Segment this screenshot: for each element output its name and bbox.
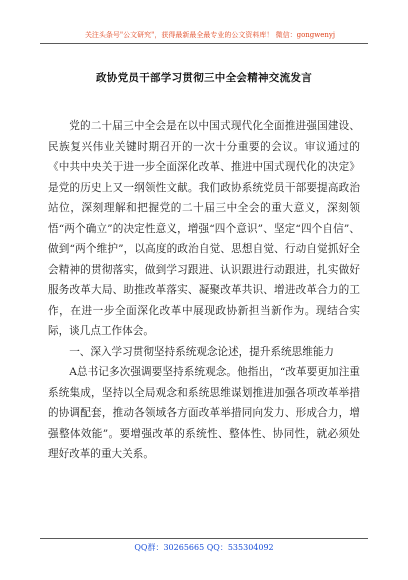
page-footer: QQ群：30265665 QQ：535304092 (134, 543, 274, 552)
document-title: 政协党员干部学习贯彻三中全会精神交流发言 (96, 72, 312, 84)
paragraph: 党的二十届三中全会是在以中国式现代化全面推进强国建设、民族复兴伟业关键时期召开的一次十分重要的会议。审议通过的《中共中央关于进一步全面深化改革、推进中国式现代化的决定》是党的历史上又一纲领性文献。我们政协系统党员干部要提高政治站位，深刻理解和把握党的二十届三中全会的重大意义，深刻领悟“两个确立”的决定性意义，增强“四个意识”、坚定“四个自信”、做到“两个维护”，以高度的政治自觉、思想自觉、行动自觉抓好全会精神的贯彻落实，做到学习跟进、认识跟进行动跟进，扎实做好服务改革大局、助推改革落实、凝聚改革共识、增进改革合力的工作，在进一步全面深化改革中展现政协新担当新作为。现结合实际，谈几点工作体会。 (48, 120, 360, 337)
header-divider (40, 43, 368, 44)
footer-divider (40, 538, 368, 539)
section-heading: 一、深入学习贯彻坚持系统观念论述，提升系统思维能力 (69, 345, 335, 358)
page-header: 关注头条号"公文研究"，获得最新最全最专业的公文资料库！ 微信：gongwenyj (84, 31, 336, 39)
document-body (48, 116, 360, 465)
paragraph: A总书记多次强调要坚持系统观念。他指出，“改革要更加注重系统集成，坚持以全局观念和系统思维谋划推进加强各项改革举措的协调配套，推动各领域各方面改革举措同向发力、形成合力，增强整体效能”。要增强改革的系统性、整体性、协同性，就必须处理好改革的重大关系。 (48, 366, 360, 460)
